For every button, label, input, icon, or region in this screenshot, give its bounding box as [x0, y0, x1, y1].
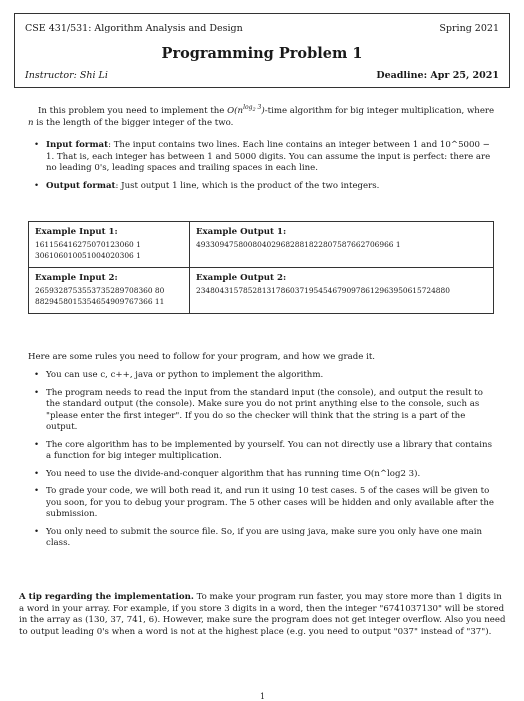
examples-table — [28, 221, 494, 314]
rule-item: • To grade your code, we will both read it, and run it using 10 test cases. 5 of the cases will be given to you soon, for you to debug your program. The 5 other cases will be hidden and only available after the submission. — [34, 486, 495, 519]
rules-intro: Here are some rules you need to follow for your program, and how we grade it. — [28, 352, 376, 362]
implementation-tip: A tip regarding the implementation. To make your program run faster, you may store more than 1 digits in a word in your array. For example, if you store 3 digits in a word, then the integer "6741037130" will be stored in the array as (130, 37, 741, 6). However, make sure the program does not get integer overflow. Also you need to output leading 0's when a word is not at the highest place (e.g. you need to output "037" instead of "37"). — [19, 592, 506, 637]
format-list — [34, 140, 498, 198]
example-output-2: Example Output 2: 234804315785281317860371954546790978612963950615724880 — [190, 268, 494, 314]
output-format-item: • Output format: Just output 1 line, which is the product of the two integers. — [34, 180, 380, 191]
rule-item: • You need to use the divide-and-conquer algorithm that has running time O(n^log2 3). — [34, 468, 421, 479]
example-row-1 — [29, 222, 494, 268]
page-title: Programming Problem 1 — [161, 45, 363, 62]
course-title: CSE 431/531: Algorithm Analysis and Design — [25, 23, 243, 34]
complexity-formula: $O(n^{log_2 3})$ — [227, 104, 265, 116]
page-number: 1 — [260, 692, 266, 701]
intro-paragraph: In this problem you need to implement the $O(n^{log_2 3})$-time algorithm for big integer multiplication, where n is the length of the bigger integer of the two. — [28, 104, 495, 128]
rule-item: • The core algorithm has to be implemented by yourself. You can not directly use a library that contains a function for big integer multiplication. — [34, 439, 493, 461]
example-input-1: Example Input 1: 161156416275070123060 1 306106010051004020306 1 — [29, 222, 190, 268]
instructor-label: Instructor: Shi Li — [25, 70, 108, 81]
rule-item: • The program needs to read the input from the standard input (the console), and output the result to the standard output (the console). Make sure you do not print anything else to the console, such as "please enter the first integer". If you do so the checker will think that the string is a part of the output. — [34, 387, 483, 432]
rules-list — [34, 370, 498, 556]
term-label: Spring 2021 — [439, 23, 499, 34]
example-output-1: Example Output 1: 493309475800804029682881822807587662706966 1 — [190, 222, 494, 268]
rule-item: • You can use c, c++, java or python to implement the algorithm. — [34, 370, 324, 380]
example-row-2 — [29, 268, 494, 314]
document-header — [14, 13, 510, 88]
input-format-item: • Input format: The input contains two lines. Each line contains an integer between 1 and 10^5000 − 1. That is, each integer has between 1 and 5000 digits. You can assume the input is perfect: there are no leading 0's, leading spaces and trailing spaces in each line. — [34, 140, 491, 173]
rule-item: • You only need to submit the source file. So, if you are using java, make sure you only have one main class. — [34, 526, 483, 548]
example-input-2: Example Input 2: 2659328753553735289708360 80 8829458015354654909767366 11 — [29, 268, 190, 314]
deadline-label: Deadline: Apr 25, 2021 — [376, 70, 499, 81]
